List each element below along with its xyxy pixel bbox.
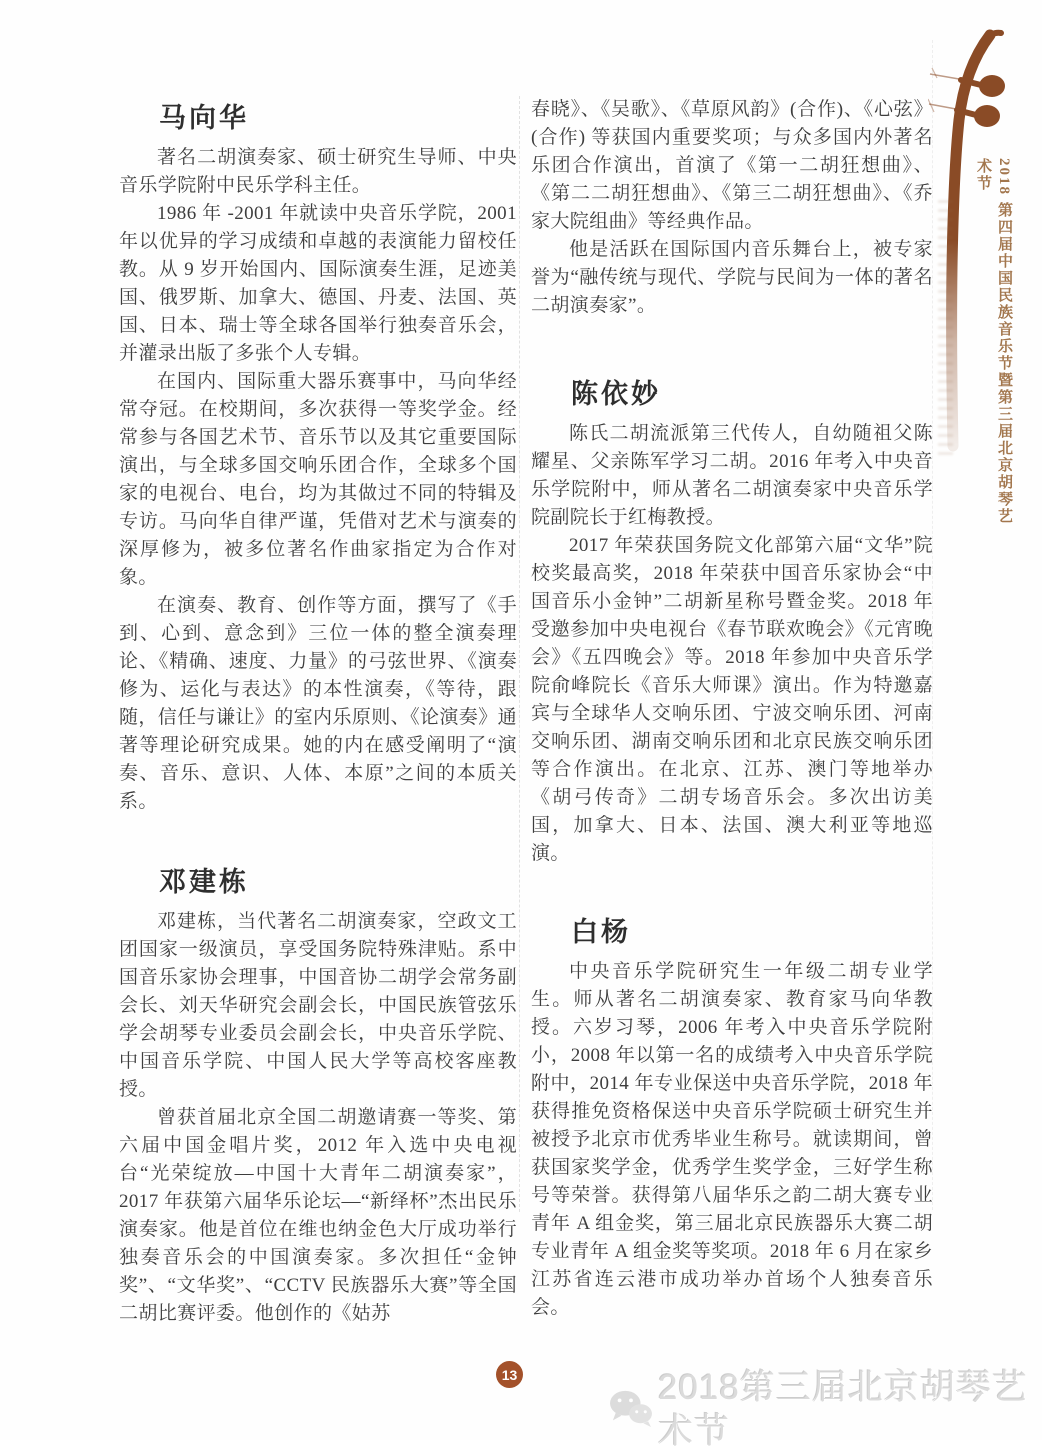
section-title: 白杨 <box>571 917 631 947</box>
bio-section-chen-yimiao <box>531 376 933 868</box>
section-title: 陈依妙 <box>571 379 661 409</box>
bio-paragraph: 2017 年荣获国务院文化部第六届“文华”院校奖最高奖，2018 年荣获中国音乐家协会“中国音乐小金钟”二胡新星称号暨金奖。2018 年受邀参加中央电视台《春节联欢晚会》《元宵晚会》《五四晚会》等。2018 年参加中央音乐学院俞峰院长《音乐大师课》演出。作为特邀嘉宾与全球华人交响乐团、宁波交响乐团、河南交响乐团、湖南交响乐团和北京民族交响乐团等合作演出。在北京、江苏、澳门等地举办《胡弓传奇》二胡专场音乐会。多次出访美国，加拿大、日本、法国、澳大利亚等地巡演。 <box>531 535 933 864</box>
watermark-text: 2018第三届北京胡琴艺术节 <box>658 1368 1028 1451</box>
bio-paragraph: 邓建栋，当代著名二胡演奏家，空政文工团国家一级演员，享受国务院特殊津贴。系中国音乐家协会理事，中国音协二胡学会常务副会长、刘天华研究会副会长，中国民族管弦乐学会胡琴专业委员会副会长，中央音乐学院、中国音乐学院、中国人民大学等高校客座教授。 <box>119 911 517 1100</box>
bio-paragraph: 曾获首届北京全国二胡邀请赛一等奖、第六届中国金唱片奖，2012 年入选中央电视台“光荣绽放—中国十大青年二胡演奏家”，2017 年获第六届华乐论坛—“新绎杯”杰出民乐演奏家。他是首位在维也纳金色大厅成功举行独奏音乐会的中国演奏家。多次担任“金钟奖”、“文华奖”、“CCTV 民族器乐大赛”等全国二胡比赛评委。他创作的《姑苏 <box>119 1107 517 1324</box>
bio-section-ma-xianghua <box>119 100 517 816</box>
bio-section-bai-yang <box>531 914 933 1322</box>
section-title: 马向华 <box>159 103 249 133</box>
wechat-logo-icon <box>608 1388 654 1433</box>
left-column <box>119 100 517 1328</box>
bio-paragraph: 陈氏二胡流派第三代传人，自幼随祖父陈耀星、父亲陈军学习二胡。2016 年考入中央音乐学院附中，师从著名二胡演奏家中央音乐学院副院长于红梅教授。 <box>531 423 933 528</box>
bio-paragraph-continuation: 春晓》、《吴歌》、《草原风韵》(合作)、《心弦》(合作) 等获国内重要奖项；与众多国内外著名乐团合作演出，首演了《第一二胡狂想曲》、《第二二胡狂想曲》、《第三二胡狂想曲》、《乔家大院组曲》等经典作品。 <box>531 99 933 232</box>
section-title: 邓建栋 <box>159 867 249 897</box>
bio-paragraph: 在演奏、教育、创作等方面，撰写了《手到、心到、意念到》三位一体的整全演奏理论、《精确、速度、力量》的弓弦世界、《演奏修为、运化与表达》的本性演奏，《等待，跟随，信任与谦让》的室内乐原则、《论演奏》通著等理论研究成果。她的内在感受阐明了“演奏、音乐、意识、人体、本原”之间的本质关系。 <box>119 595 517 812</box>
faint-seal-script-column <box>938 200 953 455</box>
bio-paragraph: 1986 年 -2001 年就读中央音乐学院，2001 年以优异的学习成绩和卓越的表演能力留校任教。从 9 岁开始国内、国际演奏生涯，足迹美国、俄罗斯、加拿大、德国、丹麦、法国、英国、日本、瑞士等全球各国举行独奏音乐会，并灌录出版了多张个人专辑。 <box>119 203 517 364</box>
page-number-badge: 13 <box>496 1361 523 1388</box>
right-column <box>531 96 933 1322</box>
bio-paragraph: 他是活跃在国际国内音乐舞台上，被专家誉为“融传统与现代、学院与民间为一体的著名二胡演奏家”。 <box>531 239 933 316</box>
festival-vertical-title: 2018 第四届中国民族音乐节暨第三届北京胡琴艺术节 <box>975 158 1012 525</box>
watermark <box>608 1366 1042 1454</box>
column-divider-dashed-line <box>519 96 520 1212</box>
bio-paragraph: 在国内、国际重大器乐赛事中，马向华经常夺冠。在校期间，多次获得一等奖学金。经常参与各国艺术节、音乐节以及其它重要国际演出，与全球多国交响乐团合作，全球多个国家的电视台、电台，均为其做过不同的特辑及专访。马向华自律严谨，凭借对艺术与演奏的深厚修为，被多位著名作曲家指定为合作对象。 <box>119 371 517 588</box>
bio-paragraph: 著名二胡演奏家、硕士研究生导师、中央音乐学院附中民乐学科主任。 <box>119 147 517 196</box>
bio-section-deng-jiandong <box>119 864 517 1328</box>
bio-paragraph: 中央音乐学院研究生一年级二胡专业学生。师从著名二胡演奏家、教育家马向华教授。六岁习琴，2006 年考入中央音乐学院附小，2008 年以第一名的成绩考入中央音乐学院附中，2014 年专业保送中央音乐学院，2018 年获得推免资格保送中央音乐学院硕士研究生并被授予北京市优秀毕业生称号。就读期间，曾获国家奖学金，优秀学生奖学金，三好学生称号等荣誉。获得第八届华乐之韵二胡大赛专业青年 A 组金奖，第三届北京民族器乐大赛二胡专业青年 A 组金奖等奖项。2018 年 6 月在家乡江苏省连云港市成功举办首场个人独奏音乐会。 <box>531 961 933 1318</box>
